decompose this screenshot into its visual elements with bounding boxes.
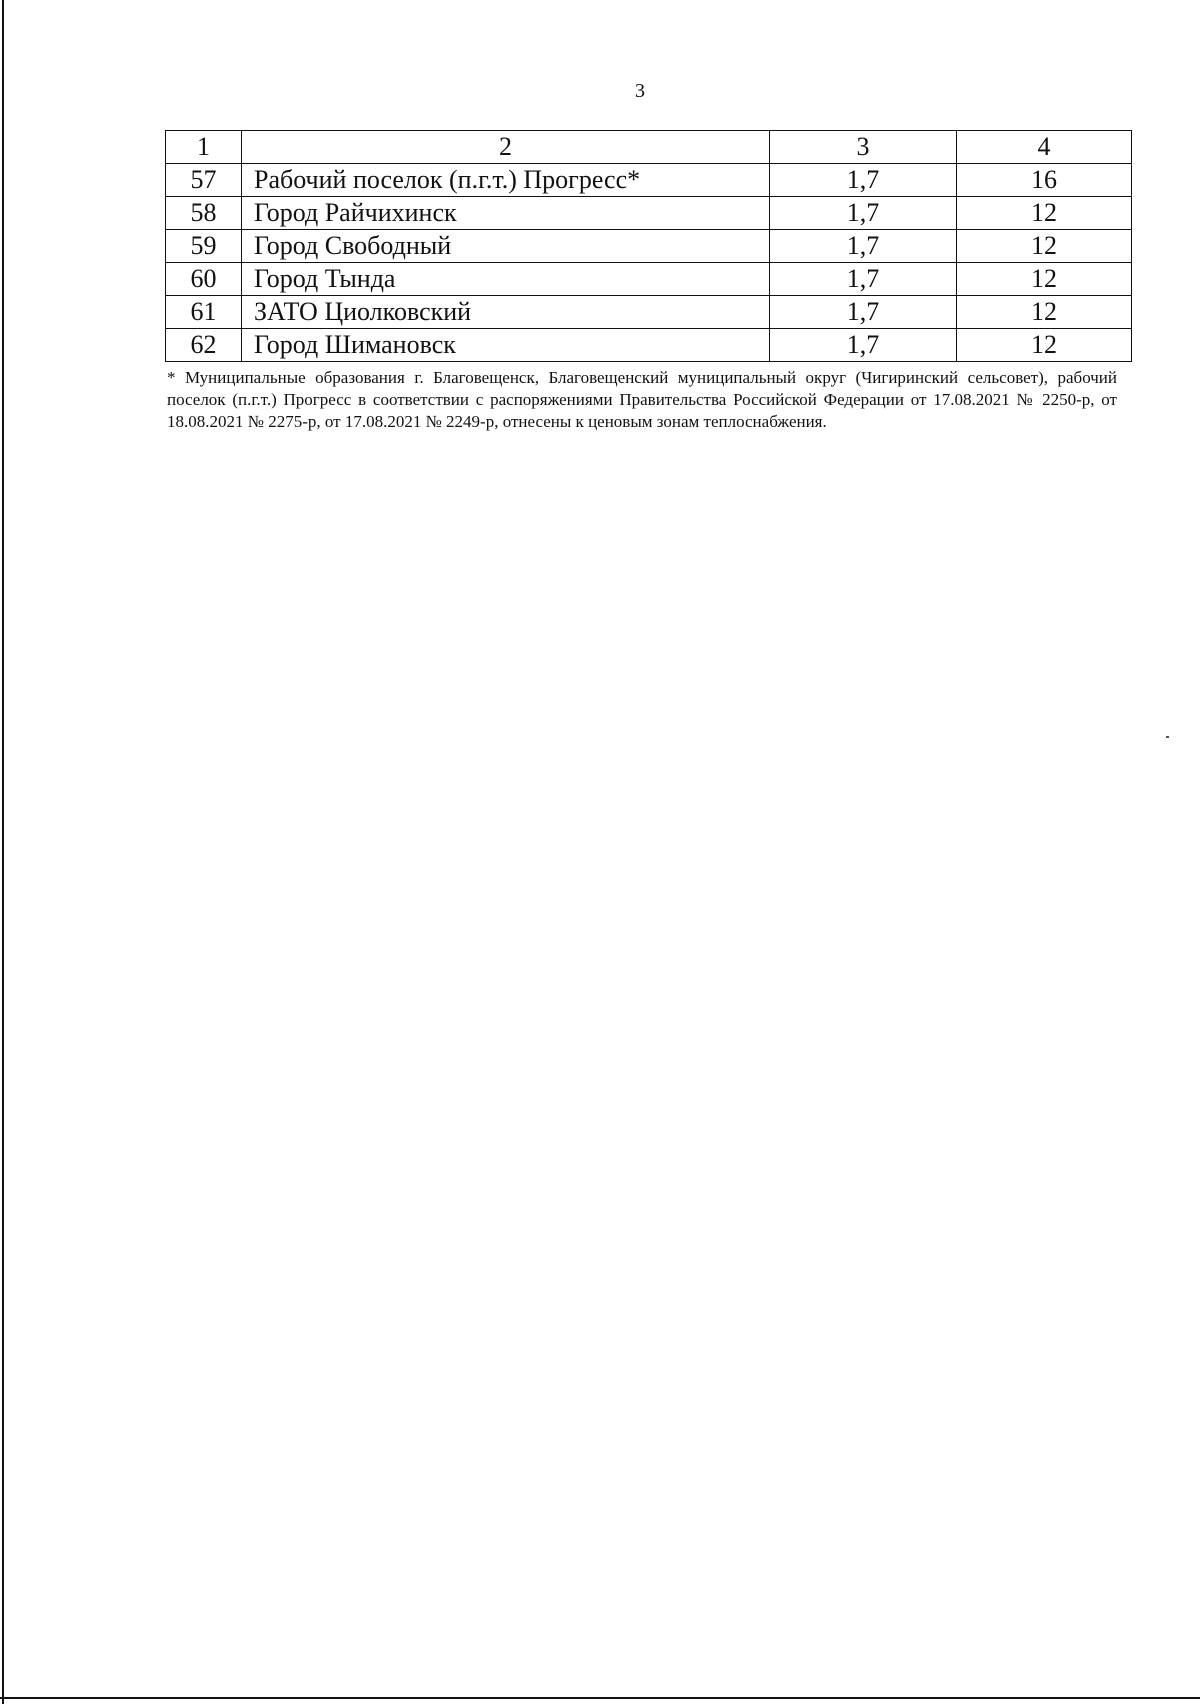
footnote: * Муниципальные образования г. Благовещенск, Благовещенский муниципальный округ (Чигиринский сельсовет), рабочий поселок (п.г.т.) Прогресс в соответствии с распоряжениями Правительства Российской Федерации от 17.08.2021 № 2250-р, от 18.08.2021 № 2275-р, от 17.08.2021 № 2249-р, отнесены к ценовым зонам теплоснабжения.: [167, 368, 1117, 431]
row-value-3: 1,7: [770, 197, 957, 230]
row-number: 59: [166, 230, 242, 263]
row-name: Город Шимановск: [242, 329, 770, 362]
row-value-4: 12: [957, 197, 1132, 230]
table-row: [166, 263, 1132, 296]
row-name: Город Райчихинск: [242, 197, 770, 230]
row-number: 58: [166, 197, 242, 230]
header-cell: 2: [242, 131, 770, 164]
row-value-4: 12: [957, 263, 1132, 296]
row-number: 60: [166, 263, 242, 296]
row-value-3: 1,7: [770, 296, 957, 329]
table-row: [166, 296, 1132, 329]
table-row: [166, 164, 1132, 197]
header-cell: 4: [957, 131, 1132, 164]
row-name: Рабочий поселок (п.г.т.) Прогресс*: [242, 164, 770, 197]
table-row: [166, 230, 1132, 263]
page-border-bottom: [0, 1697, 1200, 1699]
page-border-left: [2, 0, 4, 1704]
table-header-row: [166, 131, 1132, 164]
row-value-3: 1,7: [770, 164, 957, 197]
table-row: [166, 329, 1132, 362]
header-cell: 1: [166, 131, 242, 164]
row-value-4: 12: [957, 230, 1132, 263]
header-cell: 3: [770, 131, 957, 164]
row-value-3: 1,7: [770, 263, 957, 296]
row-value-4: 12: [957, 296, 1132, 329]
row-number: 61: [166, 296, 242, 329]
row-value-3: 1,7: [770, 329, 957, 362]
row-number: 57: [166, 164, 242, 197]
page-number: 3: [635, 80, 645, 102]
row-value-4: 16: [957, 164, 1132, 197]
table-row: [166, 197, 1132, 230]
row-value-3: 1,7: [770, 230, 957, 263]
row-number: 62: [166, 329, 242, 362]
municipal-table: [165, 130, 1132, 362]
row-name: Город Тында: [242, 263, 770, 296]
scan-speck: [1166, 736, 1169, 738]
row-name: Город Свободный: [242, 230, 770, 263]
row-value-4: 12: [957, 329, 1132, 362]
row-name: ЗАТО Циолковский: [242, 296, 770, 329]
